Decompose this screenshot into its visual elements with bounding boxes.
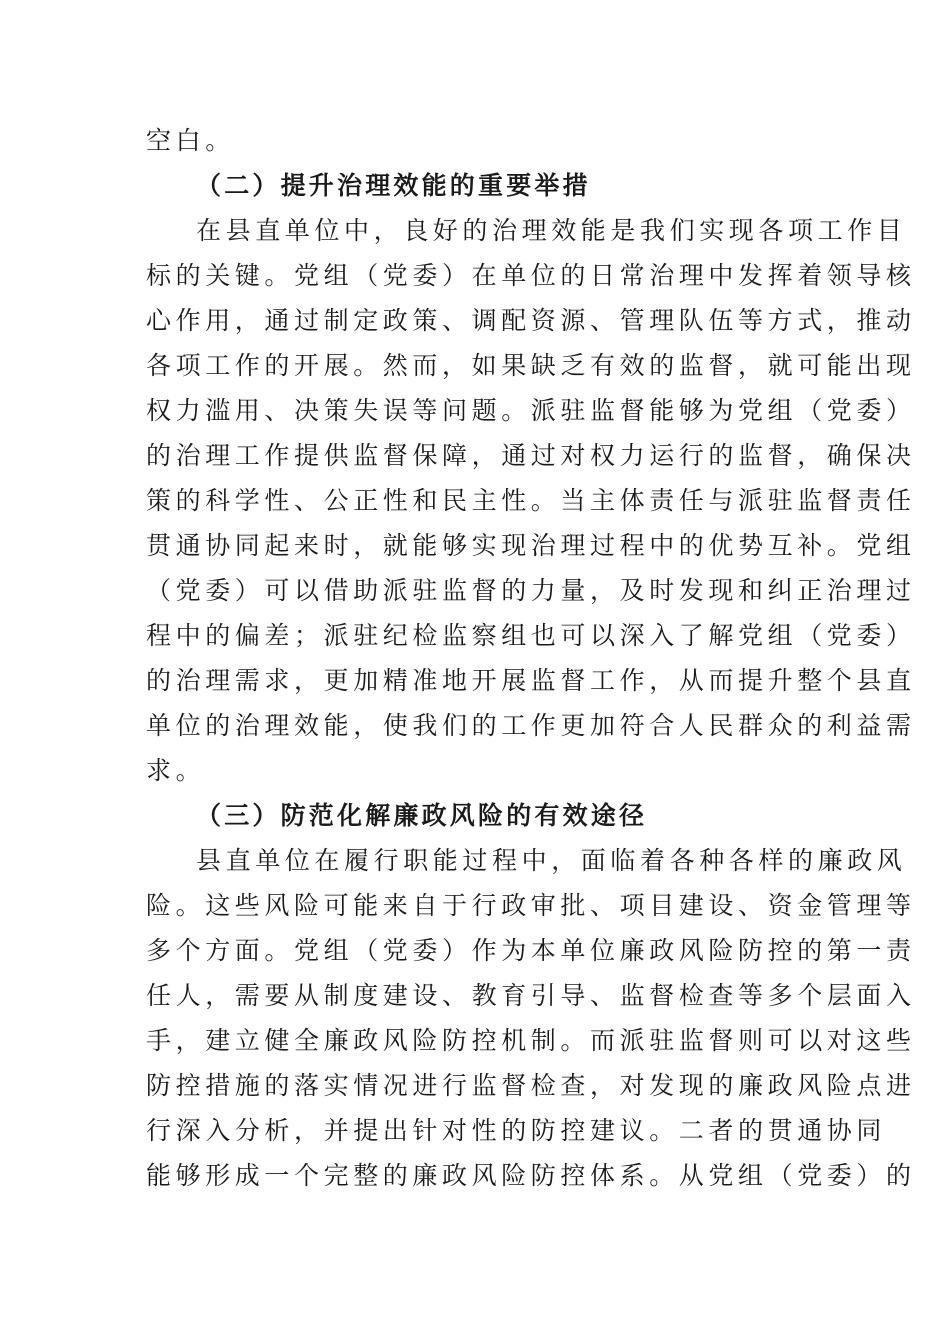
text-line: 标的关键。党组（党委）在单位的日常治理中发挥着领导核 [146, 261, 916, 290]
text-line: 程中的偏差；派驻纪检监察组也可以深入了解党组（党委） [146, 621, 916, 650]
section-heading-3: （三）防范化解廉政风险的有效途径 [196, 801, 648, 830]
text-line: 在县直单位中，良好的治理效能是我们实现各项工作目 [196, 216, 907, 245]
text-line: 的治理需求，更加精准地开展监督工作，从而提升整个县直 [146, 666, 916, 695]
section-heading-2: （二）提升治理效能的重要举措 [196, 171, 591, 200]
text-line: 的治理工作提供监督保障，通过对权力运行的监督，确保决 [146, 441, 916, 470]
text-line: 权力滥用、决策失误等问题。派驻监督能够为党组（党委） [146, 396, 916, 425]
text-line: （党委）可以借助派驻监督的力量，及时发现和纠正治理过 [146, 576, 916, 605]
text-line: 手，建立健全廉政风险防控机制。而派驻监督则可以对这些 [146, 1026, 916, 1055]
text-line: 防控措施的落实情况进行监督检查，对发现的廉政风险点进 [146, 1071, 916, 1100]
text-line: 多个方面。党组（党委）作为本单位廉政风险防控的第一责 [146, 936, 916, 965]
text-line: 县直单位在履行职能过程中，面临着各种各样的廉政风 [196, 846, 907, 875]
text-line: 贯通协同起来时，就能够实现治理过程中的优势互补。党组 [146, 531, 916, 560]
text-line: 任人，需要从制度建设、教育引导、监督检查等多个层面入 [146, 981, 916, 1010]
text-line: 单位的治理效能，使我们的工作更加符合人民群众的利益需 [146, 711, 916, 740]
text-line: 行深入分析，并提出针对性的防控建议。二者的贯通协同 [146, 1116, 887, 1145]
text-line: 险。这些风险可能来自于行政审批、项目建设、资金管理等 [146, 891, 916, 920]
text-line: 策的科学性、公正性和民主性。当主体责任与派驻监督责任 [146, 486, 916, 515]
text-line: 心作用，通过制定政策、调配资源、管理队伍等方式，推动 [146, 306, 916, 335]
text-line: 求。 [146, 756, 206, 785]
text-line: 能够形成一个完整的廉政风险防控体系。从党组（党委）的 [146, 1161, 916, 1190]
paragraph-continuation: 空白。 [146, 126, 235, 155]
text-line: 各项工作的开展。然而，如果缺乏有效的监督，就可能出现 [146, 351, 916, 380]
